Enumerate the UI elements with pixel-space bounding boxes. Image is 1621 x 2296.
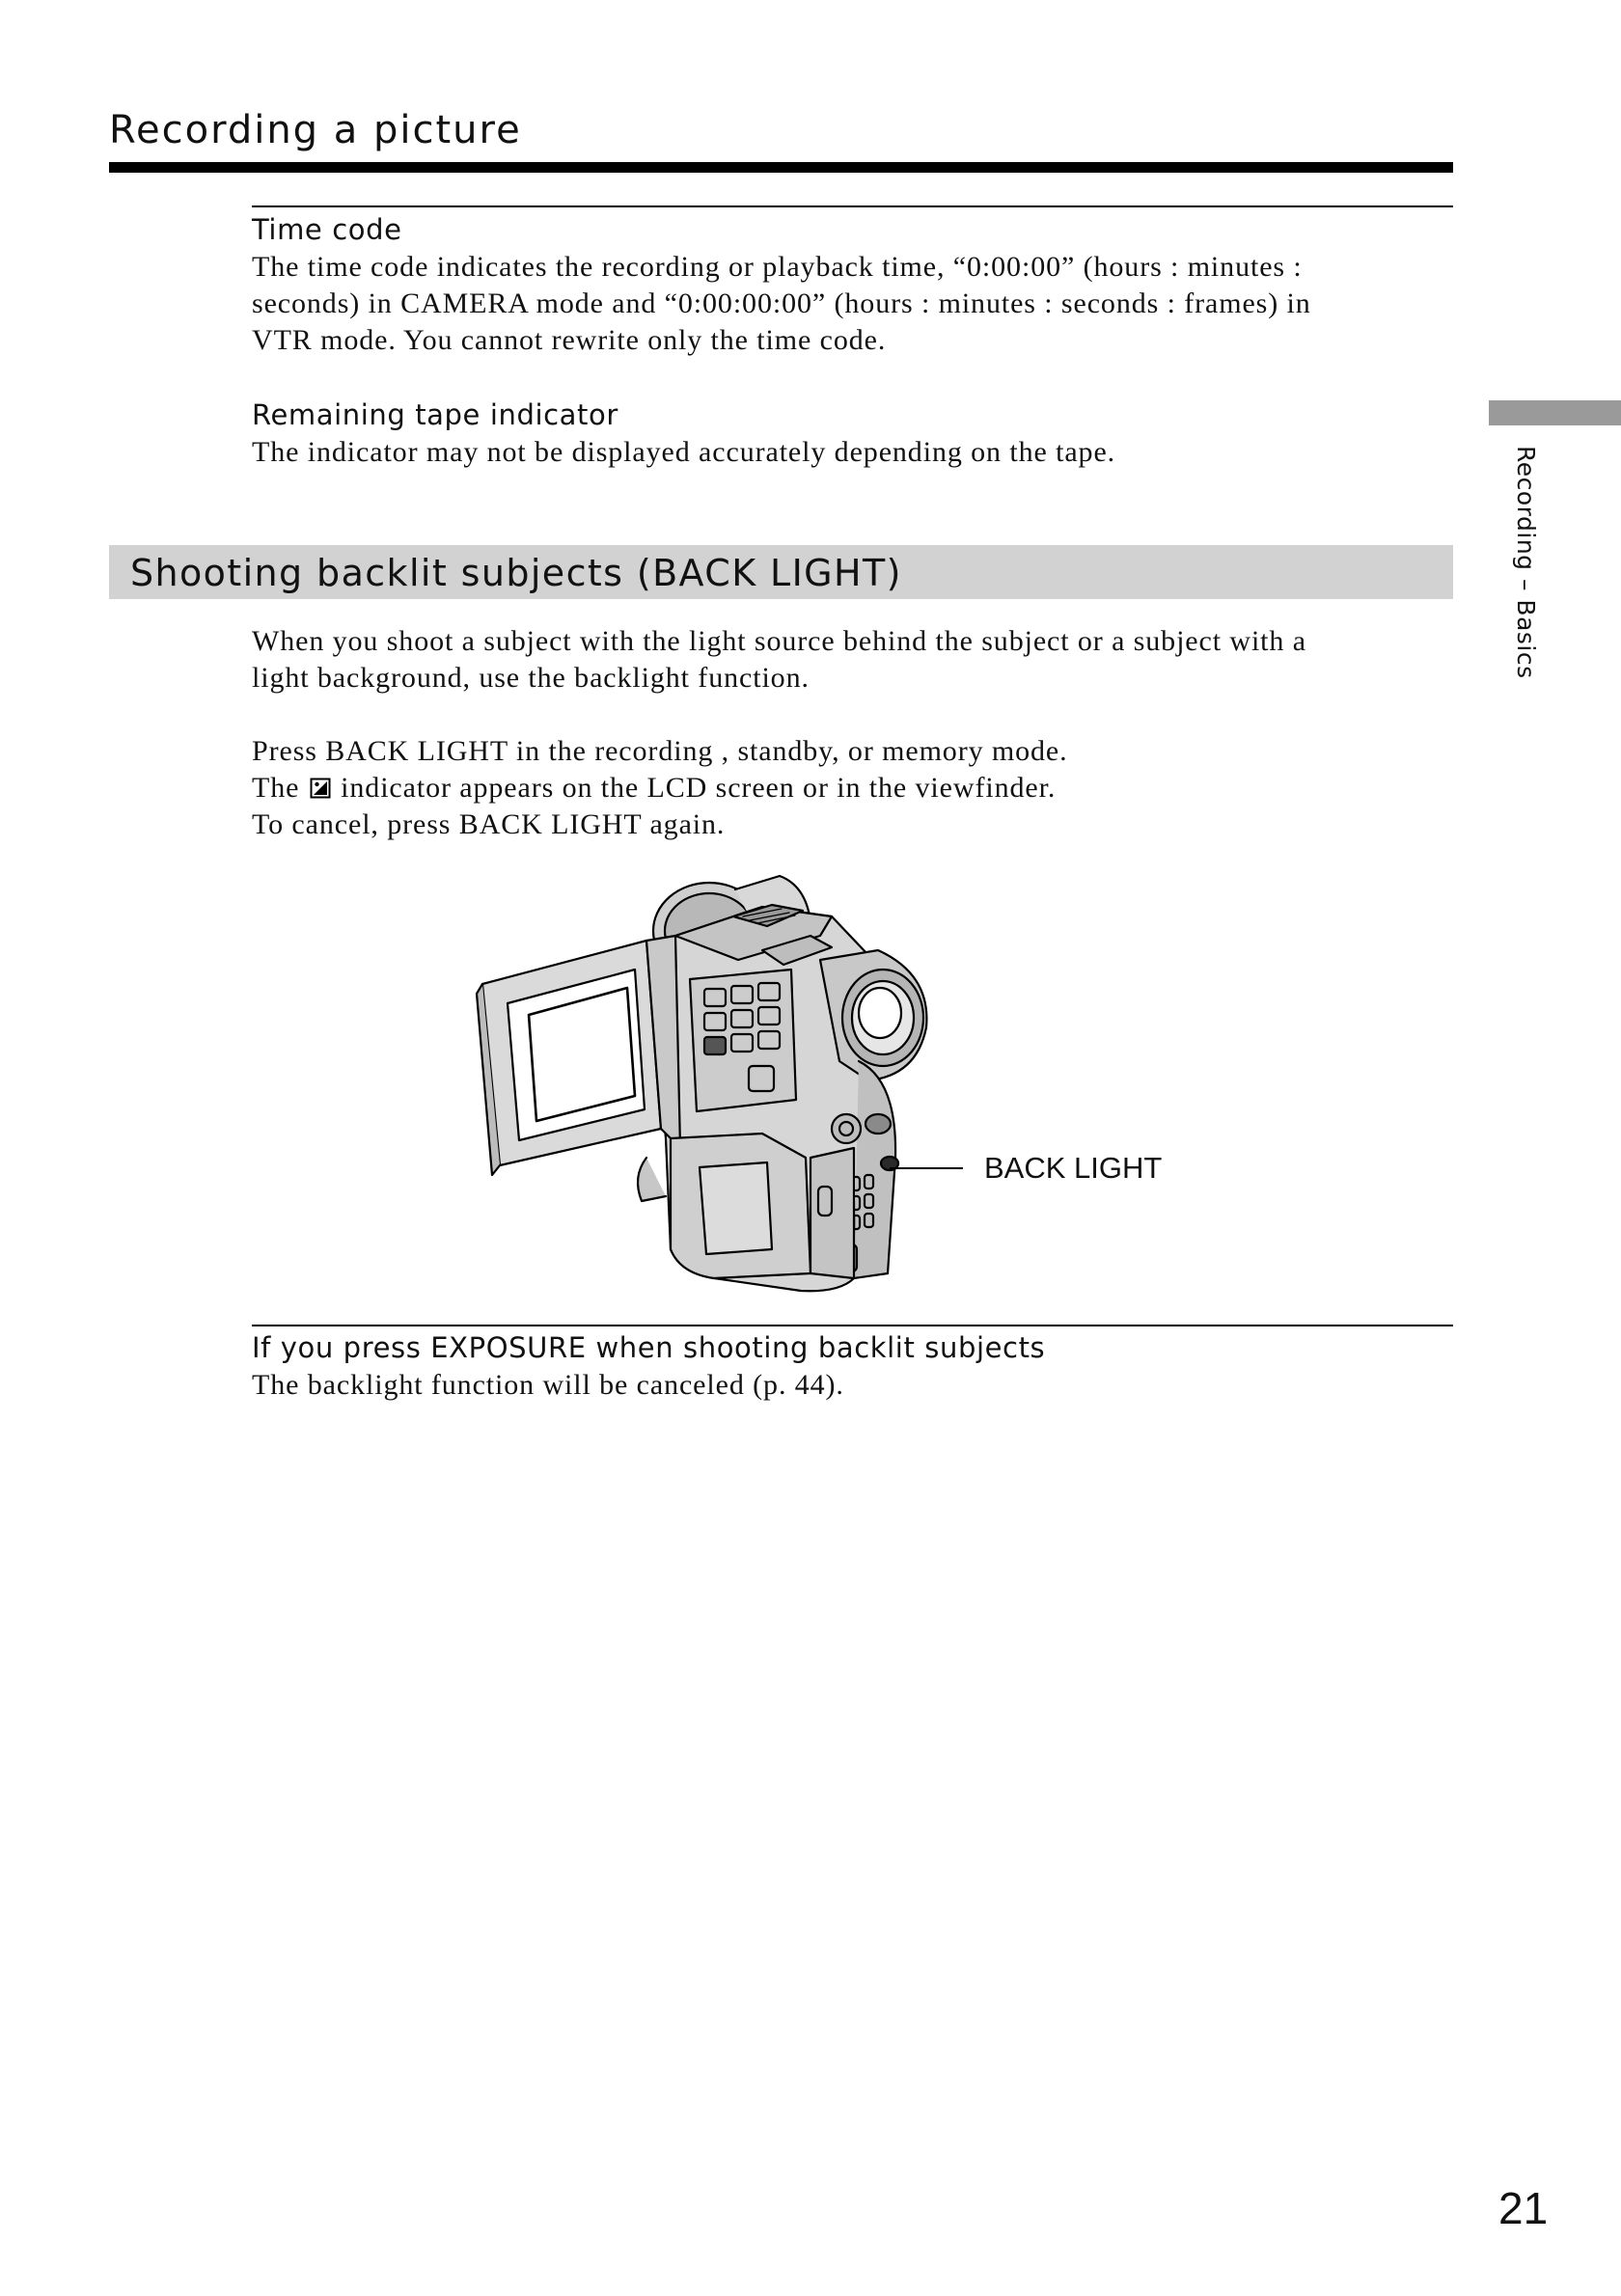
time-code-text xyxy=(252,249,1439,359)
exposure-note-heading: If you press EXPOSURE when shooting backlit subjects xyxy=(252,1331,1046,1364)
section-intro-line-2: light background, use the backlight function. xyxy=(252,662,810,694)
exposure-note-line: The backlight function will be canceled (p. 44). xyxy=(252,1369,844,1401)
side-tab-label: Recording – Basics xyxy=(1512,446,1540,679)
section-intro-line-1: When you shoot a subject with the light source behind the subject or a subject with a xyxy=(252,625,1306,657)
indicator-line-end: indicator appears on the LCD screen or in the viewfinder. xyxy=(341,772,1057,804)
time-code-heading: Time code xyxy=(252,213,402,246)
remaining-tape-line-1: The indicator may not be displayed accurately depending on the tape. xyxy=(252,436,1116,468)
notes-rule xyxy=(252,205,1453,207)
backlight-indicator-icon xyxy=(310,777,331,800)
back-light-callout-label: BACK LIGHT xyxy=(984,1151,1163,1185)
time-code-line-2: seconds) in CAMERA mode and “0:00:00:00” (hours : minutes : seconds : frames) in xyxy=(252,287,1311,319)
bottom-note-rule xyxy=(252,1325,1453,1326)
side-tab-marker xyxy=(1489,400,1621,425)
remaining-tape-heading: Remaining tape indicator xyxy=(252,398,618,431)
indicator-line xyxy=(252,770,1439,806)
section-steps xyxy=(252,733,1439,843)
camcorder-illustration xyxy=(473,868,975,1302)
indicator-line-start: The xyxy=(252,772,300,804)
section-title: Shooting backlit subjects (BACK LIGHT) xyxy=(130,552,902,594)
header-rule xyxy=(109,162,1453,173)
page-header-title: Recording a picture xyxy=(109,108,522,152)
page-number: 21 xyxy=(1498,2183,1549,2233)
step-line: Press BACK LIGHT in the recording , standby, or memory mode. xyxy=(252,735,1068,767)
exposure-note-text xyxy=(252,1367,1439,1404)
cancel-line: To cancel, press BACK LIGHT again. xyxy=(252,808,726,840)
remaining-tape-text xyxy=(252,434,1439,471)
back-light-callout-line xyxy=(890,1167,963,1169)
section-heading-band xyxy=(109,545,1453,599)
time-code-line-1: The time code indicates the recording or playback time, “0:00:00” (hours : minutes : xyxy=(252,251,1303,283)
time-code-line-3: VTR mode. You cannot rewrite only the time code. xyxy=(252,324,887,356)
section-intro xyxy=(252,623,1439,697)
